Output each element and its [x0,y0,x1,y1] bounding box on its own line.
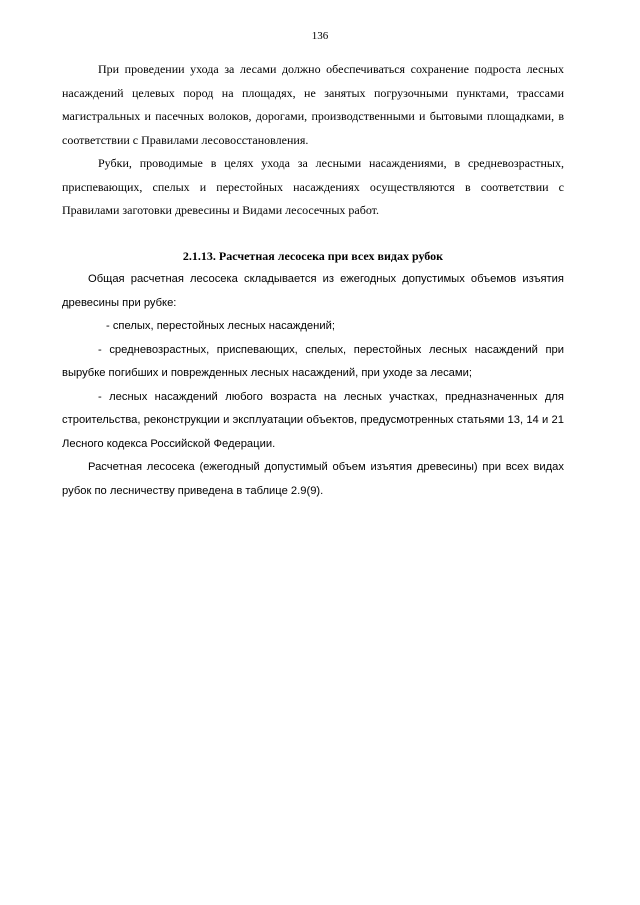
paragraph-forest-care: При проведении ухода за лесами должно обеспечиваться сохранение подроста лесных насаждений целевых пород на площадях, не занятых погрузочными пунктами, трассами магистральных и пасечных волоков, дорогами, производственными и бытовыми площадками, в соответствии с Правилами лесовосстановления. [62,62,564,147]
page-number: 136 [311,30,329,42]
section-intro: Общая расчетная лесосека складывается из ежегодных допустимых объемов изъятия древесины при рубке: [62,273,564,309]
list-item: - спелых, перестойных лесных насаждений; [106,320,335,332]
list-item: - средневозрастных, приспевающих, спелых, перестойных лесных насаждений при вырубке погибших и поврежденных лесных насаждений, при уходе за лесами; [62,343,564,379]
list-item: - лесных насаждений любого возраста на лесных участках, предназначенных для строительства, реконструкции и эксплуатации объектов, предусмотренных статьями 13, 14 и 21 Лесного кодекса Российской Федерации. [62,390,564,450]
section-heading: 2.1.13. Расчетная лесосека при всех видах рубок [182,248,444,263]
section-closing: Расчетная лесосека (ежегодный допустимый объем изъятия древесины) при всех видах рубок по лесничеству приведена в таблице 2.9(9). [62,461,564,497]
document-body [62,58,564,503]
paragraph-care-cuttings: Рубки, проводимые в целях ухода за лесными насаждениями, в средневозрастных, приспевающих, спелых и перестойных насаждениях осуществляются в соответствии с Правилами заготовки древесины и Видами лесосечных работ. [62,156,564,217]
